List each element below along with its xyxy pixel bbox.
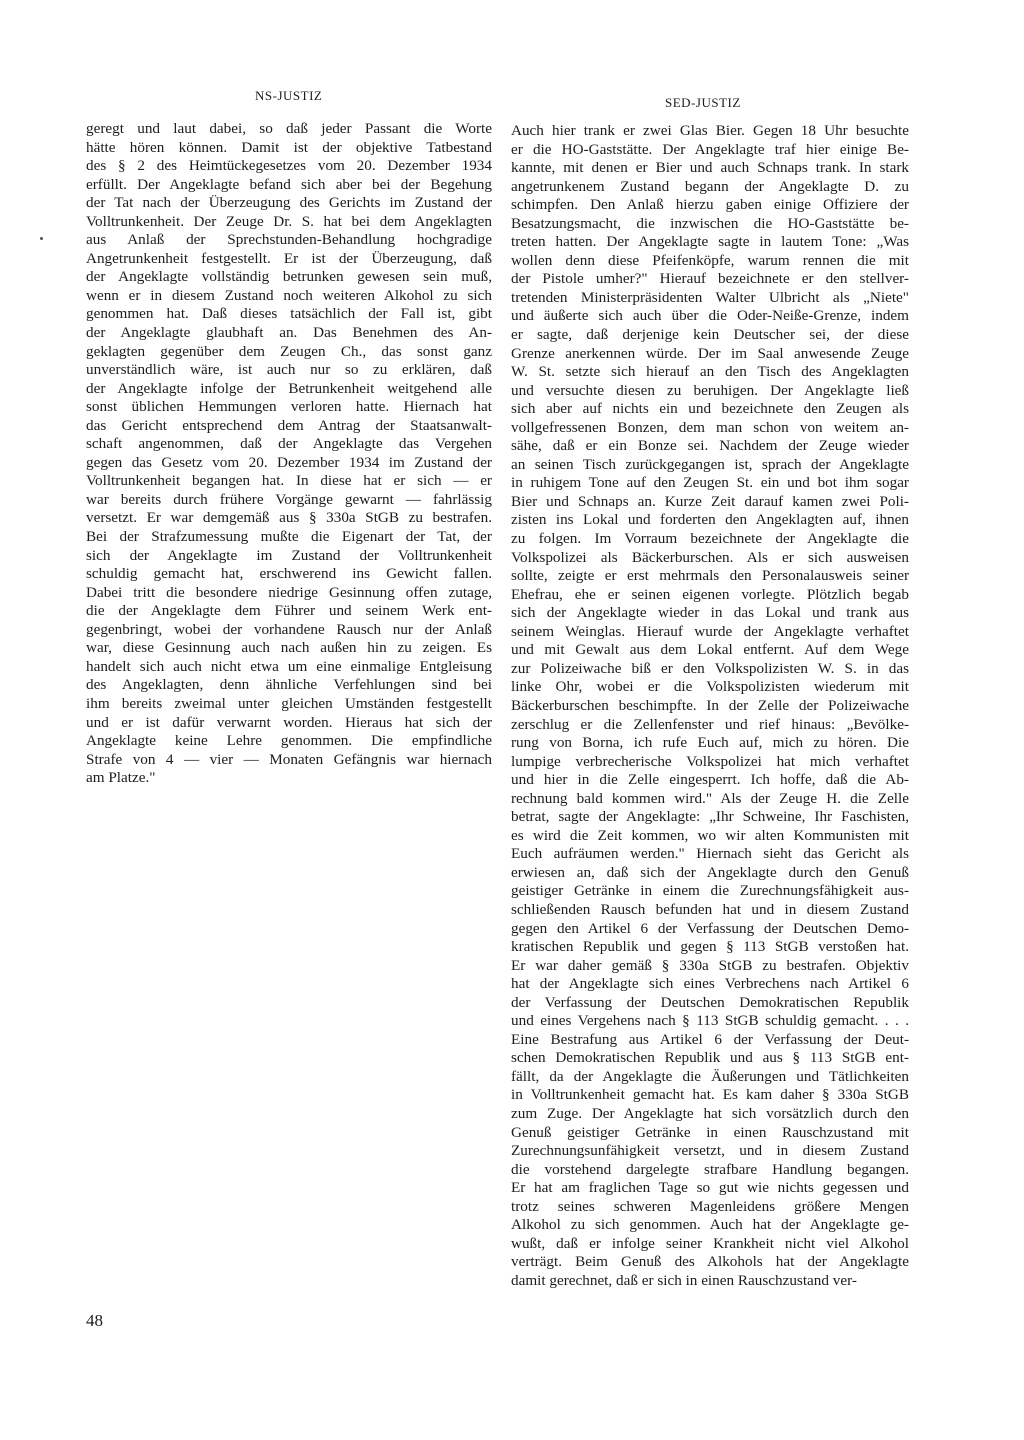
text-line: unverständlich wäre, ist auch nur so zu erklären, daß: [86, 361, 492, 379]
right-column-heading: SED-JUSTIZ: [665, 95, 741, 110]
text-line: Er hat am fraglichen Tage so gut wie nichts gegessen und: [511, 1179, 909, 1197]
text-line: Dabei tritt die besondere niedrige Gesinnung offen zutage,: [86, 583, 492, 601]
text-line: Volltrunkenheit. Der Zeuge Dr. S. hat bei dem Angeklagten: [86, 212, 492, 230]
margin-mark: [40, 237, 43, 240]
text-line: seinem Weinglas. Hierauf wurde der Angeklagte verhaftet: [511, 622, 909, 640]
text-line: und er ist dafür verwarnt worden. Hieraus hat sich der: [86, 713, 492, 731]
text-line: und versuchte diesen zu beruhigen. Der Angeklagte ließ: [511, 381, 909, 399]
text-line: zerschlug er die Zellenfenster und rief hinaus: „Bevölke-: [511, 715, 909, 733]
text-line: wollen denn diese Pfeifenköpfe, warum rennen die mit: [511, 251, 909, 269]
text-line: war bereits durch frühere Vorgänge gewarnt — fahrlässig: [86, 490, 492, 508]
text-line: zum Zuge. Der Angeklagte hat sich vorsätzlich durch den: [511, 1104, 909, 1122]
text-line: der Pistole umher?" Hierauf bezeichnete er den stellver-: [511, 270, 909, 288]
text-line: Ehefrau, ehe er seinen eigenen vorlegte. Plötzlich begab: [511, 585, 909, 603]
text-line: Genuß geistiger Getränke in einen Rauschzustand mit: [511, 1123, 909, 1141]
text-line: Angetrunkenheit festgestellt. Er ist der Überzeugung, daß: [86, 249, 492, 267]
text-line: die vorstehend dargelegte strafbare Handlung begangen.: [511, 1160, 909, 1178]
text-line: versetzt. Er war demgemäß aus § 330a StGB zu bestrafen.: [86, 509, 492, 527]
text-line: sähe, daß er ein Bonze sei. Nachdem der Zeuge wieder: [511, 437, 909, 455]
text-line: gegen den Artikel 6 der Verfassung der Deutschen Demo-: [511, 919, 909, 937]
text-line: gegenbringt, wobei der vorhandene Rausch nur der Anlaß: [86, 620, 492, 638]
text-line: Bier und Schnaps an. Kurze Zeit darauf kamen zwei Poli-: [511, 492, 909, 510]
text-line: er sagte, daß derjenige kein Deutscher sei, der diese: [511, 326, 909, 344]
text-line: das Gericht entsprechend dem Antrag der Staatsanwalt-: [86, 416, 492, 434]
text-line: in Volltrunkenheit gemacht hat. Es kam daher § 330a StGB: [511, 1086, 909, 1104]
text-line: Volltrunkenheit begangen hat. In diese hat er sich — er: [86, 472, 492, 490]
text-line: zur Polizeiwache biß er den Volkspolizisten W. S. in das: [511, 659, 909, 677]
text-line: in ruhigem Tone auf den Zeugen St. ein und bot ihm sogar: [511, 474, 909, 492]
text-line: fällt, da der Angeklagte die Äußerungen und Tätlichkeiten: [511, 1067, 909, 1085]
text-line: sonst üblichen Hemmungen verloren hatte. Hiernach hat: [86, 398, 492, 416]
text-line: rung von Borna, ich rufe Euch auf, mich zu hören. Die: [511, 734, 909, 752]
text-line: gegen das Gesetz vom 20. Dezember 1934 im Zustand der: [86, 453, 492, 471]
text-line: damit gerechnet, daß er sich in einen Rauschzustand ver-: [511, 1271, 857, 1289]
text-line: hat der Angeklagte sich eines Verbrechens nach Artikel 6: [511, 975, 909, 993]
text-line: zisten ins Lokal und forderten den Angeklagten auf, ihnen: [511, 511, 909, 529]
text-line: Besatzungsmacht, die inzwischen die HO-Gaststätte be-: [511, 214, 909, 232]
page-number: 48: [86, 1311, 103, 1330]
text-line: linke Ohr, wobei er die Volkspolizisten wiederum mit: [511, 678, 909, 696]
text-line: der Angeklagte vollständig betrunken gewesen sein muß,: [86, 268, 492, 286]
text-line: war, diese Gesinnung auch nach außen hin zu zeigen. Es: [86, 639, 492, 657]
text-line: Strafe von 4 — vier — Monaten Gefängnis war hiernach: [86, 750, 492, 768]
text-line: geistiger Getränke in einem die Zurechnungsfähigkeit aus-: [511, 882, 909, 900]
text-line: trotz seines schweren Magenleidens größere Mengen: [511, 1197, 909, 1215]
left-text-column: [86, 120, 492, 788]
text-line: tretenden Ministerpräsidenten Walter Ulbricht als „Niete": [511, 288, 909, 306]
text-line: Euch aufräumen werden." Hiernach sieht das Gericht als: [511, 845, 909, 863]
text-line: an seinen Tisch zurückgegangen ist, sprach der Angeklagte: [511, 455, 909, 473]
text-line: schimpfen. Den Anlaß hierzu gaben einige Offiziere der: [511, 196, 909, 214]
text-line: des § 2 des Heimtückegesetzes vom 20. Dezember 1934: [86, 157, 492, 175]
text-line: ihm bereits zweimal unter gleichen Umständen festgestellt: [86, 694, 492, 712]
text-line: am Platze.": [86, 769, 156, 787]
text-line: erwiesen an, daß sich der Angeklagte durch den Genuß: [511, 863, 909, 881]
text-line: vollgefressenen Bonzen, dem man schon von weitem an-: [511, 418, 909, 436]
text-line: geklagten gegenüber dem Zeugen Ch., das sonst ganz: [86, 342, 492, 360]
text-line: W. St. setzte sich hierauf an den Tisch des Angeklagten: [511, 363, 909, 381]
text-line: rechnung bald kommen wird." Als der Zeuge H. die Zelle: [511, 789, 909, 807]
text-line: wußt, daß er infolge seiner Krankheit nicht viel Alkohol: [511, 1234, 909, 1252]
text-line: kannte, mit denen er Bier und auch Schnaps trank. In stark: [511, 159, 909, 177]
text-line: zu folgen. Im Vorraum bezeichnete der Angeklagte die: [511, 530, 909, 548]
text-line: erfüllt. Der Angeklagte befand sich aber bei der Begehung: [86, 175, 492, 193]
text-line: Volkspolizei als Bäckerburschen. Als er sich ausweisen: [511, 548, 909, 566]
text-line: der Tat nach der Überzeugung des Gerichts im Zustand der: [86, 194, 492, 212]
text-line: schaft angenommen, daß der Angeklagte das Vergehen: [86, 435, 492, 453]
text-line: Zurechnungsunfähigkeit versetzt, und in diesem Zustand: [511, 1142, 909, 1160]
text-line: geregt und laut dabei, so daß jeder Passant die Worte: [86, 120, 492, 137]
text-line: Grenze anerkennen würde. Der im Saal anwesende Zeuge: [511, 344, 909, 362]
text-line: der Angeklagte glaubhaft an. Das Benehmen des An-: [86, 324, 492, 342]
text-line: er die HO-Gaststätte. Der Angeklagte traf hier einige Be-: [511, 140, 909, 158]
text-line: Auch hier trank er zwei Glas Bier. Gegen 18 Uhr besuchte: [511, 122, 909, 139]
text-line: Eine Bestrafung aus Artikel 6 der Verfassung der Deut-: [511, 1030, 909, 1048]
text-line: aus Anlaß der Sprechstunden-Behandlung hochgradige: [86, 231, 492, 249]
text-line: verträgt. Beim Genuß des Alkohols hat der Angeklagte: [511, 1253, 909, 1271]
right-text-column: [511, 122, 909, 1290]
text-line: sich aber auf nichts ein und bezeichnete den Zeugen als: [511, 400, 909, 418]
text-line: genommen hat. Daß dieses tatsächlich der Fall ist, gibt: [86, 305, 492, 323]
text-line: lumpige verbrecherische Volkspolizei hat mich verhaftet: [511, 752, 909, 770]
text-line: hätte hören können. Damit ist der objektive Tatbestand: [86, 138, 492, 156]
text-line: und mit Gewalt aus dem Lokal entfernt. Auf dem Wege: [511, 641, 909, 659]
text-line: sich der Angeklagte im Zustand der Volltrunkenheit: [86, 546, 492, 564]
text-line: handelt sich auch nicht etwa um eine einmalige Entgleisung: [86, 657, 492, 675]
text-line: Alkohol zu sich genommen. Auch hat der Angeklagte ge-: [511, 1216, 909, 1234]
text-line: Bei der Strafzumessung mußte die Eigenart der Tat, der: [86, 528, 492, 546]
text-line: und eines Vergehens nach § 113 StGB schuldig gemacht. . . .: [511, 1012, 909, 1030]
text-line: Angeklagte keine Lehre genommen. Die empfindliche: [86, 732, 492, 750]
text-line: der Angeklagte infolge der Betrunkenheit weitgehend alle: [86, 379, 492, 397]
text-line: sollte, zeigte er erst mehrmals den Personalausweis seiner: [511, 567, 909, 585]
text-line: des Angeklagten, denn ähnliche Verfehlungen sind bei: [86, 676, 492, 694]
text-line: betrat, sagte der Angeklagte: „Ihr Schweine, Ihr Faschisten,: [511, 808, 909, 826]
text-line: Bäckerburschen beschimpfte. In der Zelle der Polizeiwache: [511, 696, 909, 714]
left-column-heading: NS-JUSTIZ: [255, 88, 323, 103]
text-line: schuldig gemacht hat, erschwerend ins Gewicht fallen.: [86, 565, 492, 583]
text-line: kratischen Republik und gegen § 113 StGB verstoßen hat.: [511, 938, 909, 956]
text-line: und hier in die Zelle eingesperrt. Ich hoffe, daß die Ab-: [511, 771, 909, 789]
text-line: wenn er in diesem Zustand noch weiteren Alkohol zu sich: [86, 286, 492, 304]
text-line: sich der Angeklagte wieder in das Lokal und trank aus: [511, 604, 909, 622]
text-line: Er war daher gemäß § 330a StGB zu bestrafen. Objektiv: [511, 956, 909, 974]
text-line: es wird die Zeit kommen, wo wir alten Kommunisten mit: [511, 826, 909, 844]
text-line: treten hatten. Der Angeklagte sagte in lautem Tone: „Was: [511, 233, 909, 251]
text-line: angetrunkenem Zustand begann der Angeklagte D. zu: [511, 177, 909, 195]
text-line: schließenden Rausch befunden hat und in diesem Zustand: [511, 900, 909, 918]
text-line: die der Angeklagte dem Führer und seinem Werk ent-: [86, 602, 492, 620]
text-line: schen Demokratischen Republik und aus § 113 StGB ent-: [511, 1049, 909, 1067]
text-line: der Verfassung der Deutschen Demokratischen Republik: [511, 993, 909, 1011]
text-line: und äußerte sich auch über die Oder-Neiße-Grenze, indem: [511, 307, 909, 325]
